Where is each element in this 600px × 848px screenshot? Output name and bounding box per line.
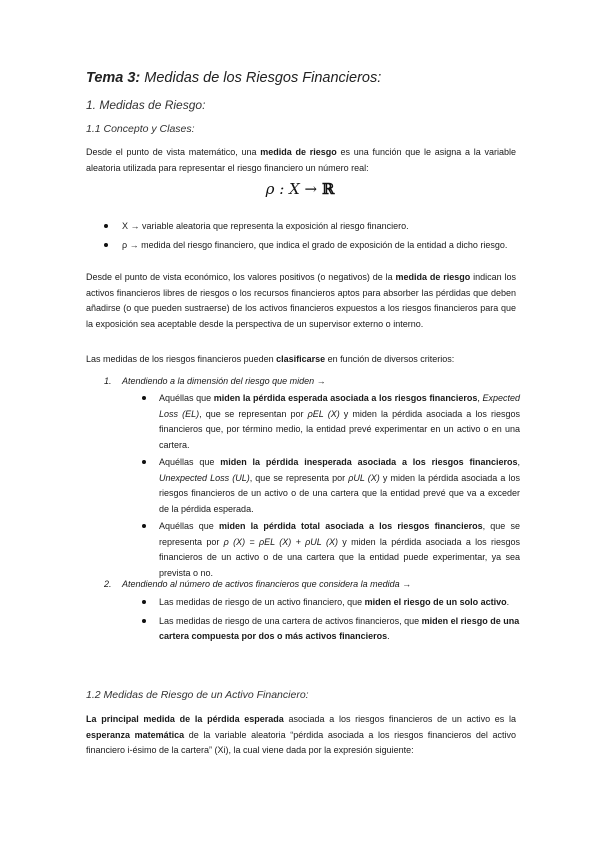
bullet-icon [142, 600, 146, 604]
paragraph-expected-loss: La principal medida de la pérdida esperada asociada a los riesgos financieros de un activo es la esperanza matemática de la variable aleatoria “pérdida asociada a los riesgos financieros del activo financiero i-ésimo de la cartera” (Xi), la cual viene dada por la expresión siguiente: [86, 714, 517, 755]
bullet-icon [142, 619, 146, 623]
risk-measure-formula: ρ : X → ℝ [265, 180, 335, 198]
page-title: Tema 3: Medidas de los Riesgos Financieros: [86, 70, 382, 86]
subsection-heading-1-2: 1.2 Medidas de Riesgo de un Activo Financiero: [86, 689, 309, 701]
list-item: Aquéllas que miden la pérdida esperada asociada a los riesgos financieros, Expected Loss (EL), que se representan por ρEL (X) y miden la pérdida asociada a los riesgos financieros que, por término medio, la entidad prevé experimentar en un activo o en una cartera. [142, 391, 520, 453]
paragraph-classification: Las medidas de los riesgos financieros pueden clasificarse en función de diversos criterios: [86, 354, 455, 364]
bullet-icon [104, 224, 108, 228]
bullet-icon [142, 396, 146, 400]
list-item: X → variable aleatoria que representa la exposición al riesgo financiero. [104, 219, 524, 235]
bullet-list-definitions [104, 219, 524, 253]
bullet-icon [142, 460, 146, 464]
list-item: Aquéllas que miden la pérdida inesperada asociada a los riesgos financieros, Unexpected Loss (UL), que se representa por ρUL (X) y miden la pérdida asociada a los riesgos financieros de un activo o de una cartera que la entidad prevé que va a exceder de la pérdida esperada. [142, 455, 520, 517]
paragraph-math-definition: Desde el punto de vista matemático, una medida de riesgo es una función que le asigna a la variable aleatoria utilizada para representar el riesgo financiero un número real: [86, 147, 516, 173]
paragraph-economic-view: Desde el punto de vista económico, los valores positivos (o negativos) de la medida de riesgo indican los activos financieros libres de riesgos o los recursos financieros aptos para absorber las pérdidas que deben añadirse (o que pueden sustraerse) de los activos financieros expuestos a los riesgos financieros para que la exposición sea aceptable desde la perspectiva de un supervisor externo o interno. [86, 272, 516, 329]
list-number-2: 2. [104, 579, 112, 589]
subsection-heading-1-1: 1.1 Concepto y Clases: [86, 123, 195, 135]
list-heading-1: Atendiendo a la dimensión del riesgo que miden → [122, 376, 326, 386]
list-item: Las medidas de riesgo de una cartera de activos financieros, que miden el riesgo de una cartera compuesta por dos o más activos financieros. [142, 614, 520, 645]
sublist-assets [142, 595, 520, 645]
list-item: Las medidas de riesgo de un activo financiero, que miden el riesgo de un solo activo. [142, 595, 520, 611]
section-heading-1: 1. Medidas de Riesgo: [86, 98, 206, 112]
list-heading-2: Atendiendo al número de activos financieros que considera la medida → [122, 579, 412, 589]
bullet-icon [142, 524, 146, 528]
list-item: Aquéllas que miden la pérdida total asociada a los riesgos financieros, que se representa por ρ (X) = ρEL (X) + ρUL (X) y miden la pérdida asociada a los riesgos financieros de un activo o de una cartera que la entidad puede experimentar, ya sea prevista o no. [142, 519, 520, 581]
list-number-1: 1. [104, 376, 112, 386]
sublist-dimension [142, 391, 520, 581]
list-item: ρ → medida del riesgo financiero, que indica el grado de exposición de la entidad a dicho riesgo. [104, 238, 517, 254]
bullet-icon [104, 243, 108, 247]
